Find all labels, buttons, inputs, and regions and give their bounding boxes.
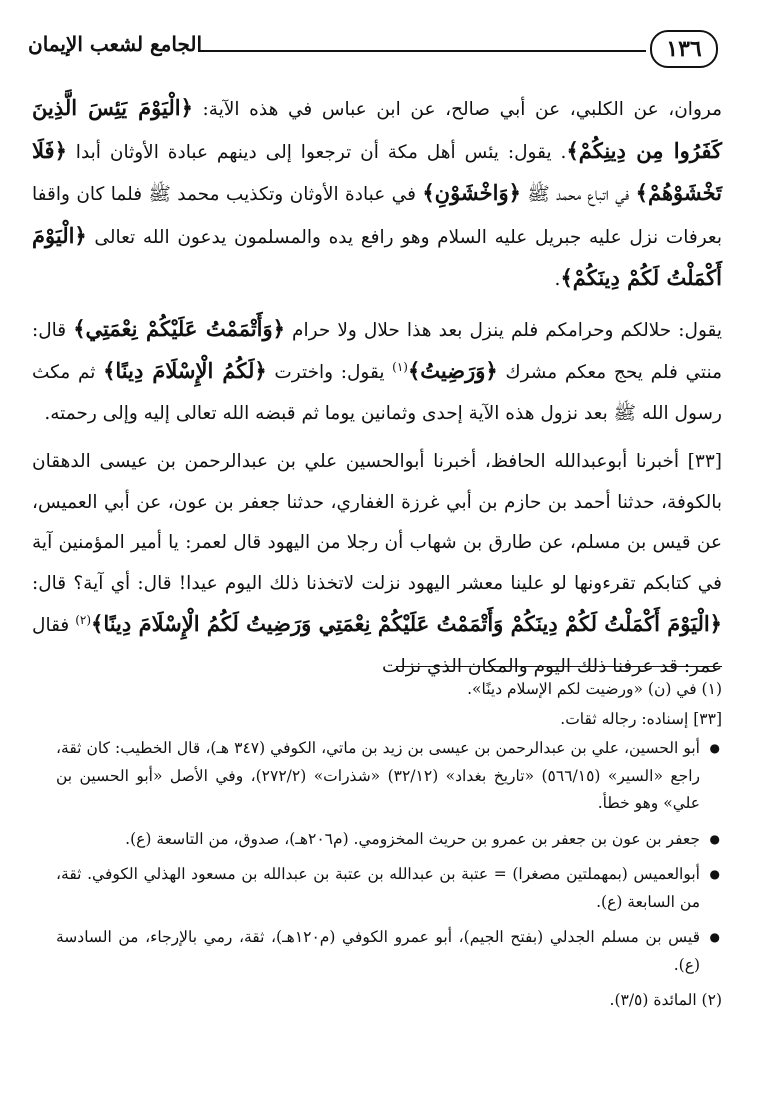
text-run: ثم مكث رسول الله ﷺ بعد نزول هذه الآية إحدى وثمانين يوما ثم قبضه الله تعالى إليه وإلى رحمته.	[32, 362, 722, 424]
quran-verse: ﴿وَأَتْمَمْتُ عَلَيْكُمْ نِعْمَتِي﴾	[73, 315, 285, 341]
text-run: . يقول: يئس أهل مكة أن ترجعوا إلى دينهم عبادة الأوثان أبدا	[66, 141, 567, 163]
page-number: ١٣٦	[650, 30, 718, 68]
paragraph-3	[32, 442, 722, 687]
list-item: ● أبوالعميس (بمهملتين مصغرا) = عتبة بن عبدالله بن عتبة بن عبدالله بن مسعود الهذلي الكوفي. ثقة، من السابعة (ع).	[56, 861, 700, 916]
quran-verse: ﴿الْيَوْمَ أَكْمَلْتُ لَكُمْ دِينَكُمْ﴾	[32, 222, 722, 290]
text-run: مروان، عن الكلبي، عن أبي صالح، عن ابن عباس في هذه الآية:	[192, 99, 722, 120]
narrator-list	[56, 735, 722, 979]
quran-verse: ﴿وَاخْشَوْنِ﴾	[422, 180, 521, 205]
header-rule	[198, 50, 646, 52]
text-run: في اتباع محمد ﷺ	[520, 184, 636, 205]
list-item: ● قيس بن مسلم الجدلي (بفتح الجيم)، أبو عمرو الكوفي (م١٢٠هـ)، ثقة، رمي بالإرجاء، من السادسة (ع).	[56, 924, 700, 979]
quran-verse: ﴿الْيَوْمَ أَكْمَلْتُ لَكُمْ دِينَكُمْ وَأَتْمَمْتُ عَلَيْكُمْ نِعْمَتِي وَرَضِيتُ لَكُمُ الْإِسْلَامَ دِينًا﴾	[91, 611, 722, 636]
quran-verse: ﴿فَلَا تَخْشَوْهُمْ﴾	[32, 137, 723, 205]
text-run: يقول: حلالكم وحرامكم فلم ينزل بعد هذا حلال ولا حرام	[284, 319, 723, 341]
text-run: قال: منتي فلم يحج معكم مشرك	[32, 319, 723, 383]
text-run: في عبادة الأوثان وتكذيب محمد ﷺ فلما كان واقفا بعرفات نزل عليه جبريل عليه السلام وهو رافع يده والمسلمون يدعون الله تعالى	[32, 184, 722, 248]
main-text	[32, 88, 722, 695]
text-run: .	[554, 269, 561, 290]
footnote-1: (١) في (ن) «ورضيت لكم الإسلام دينًا».	[467, 680, 722, 698]
paragraph-1	[32, 88, 722, 301]
text-run: فقال عمر: قد عرفنا ذلك اليوم والمكان الذي نزلت	[32, 615, 722, 677]
list-item: ● أبو الحسين، علي بن عبدالرحمن بن عيسى بن زيد بن ماتي، الكوفي (٣٤٧ هـ)، قال الخطيب: كان ثقة، راجع «السير» (٥٦٦/١٥) «تاريخ بغداد» (٣٢/١٢) «شذرات» (٢٧٢/٢)، وفي الأصل «أبو الحسين بن علي» وهو خطأ.	[56, 735, 700, 818]
footnote-ref-2[interactable]: (٢)	[75, 612, 92, 627]
text-run: يقول: واخترت	[266, 362, 393, 383]
footnotes	[56, 676, 722, 1017]
running-header	[28, 28, 718, 70]
quran-verse: ﴿الْيَوْمَ يَئِسَ الَّذِينَ كَفَرُوا مِن دِينِكُمْ﴾	[32, 95, 722, 163]
footnote-ref-1[interactable]: (١)	[392, 359, 408, 374]
footnote-separator	[396, 666, 722, 667]
quran-verse: ﴿لَكُمُ الْإِسْلَامَ دِينًا﴾	[103, 358, 267, 383]
text-run: [٣٣] أخبرنا أبوعبدالله الحافظ، أخبرنا أبوالحسين علي بن عبدالرحمن بن عيسى الدهقان بالكوفة، حدثنا أحمد بن حازم بن أبي غرزة الغفاري، حدثنا جعفر بن عون، عن أبي العميس، عن قيس بن مسلم، عن طارق بن شهاب أن رجلا من اليهود قال لعمر: يا أمير المؤمنين آية في كتابكم تقرءونها لو علينا معشر اليهود نزلت لاتخذنا ذلك اليوم عيدا! قال: أي آية؟ قال:	[32, 451, 722, 594]
footnote-2: (٢) المائدة (٣/٥).	[609, 991, 722, 1009]
paragraph-2	[32, 309, 722, 435]
quran-verse: ﴿وَرَضِيتُ﴾	[407, 358, 498, 383]
list-item: ● جعفر بن عون بن جعفر بن عمرو بن حريث المخزومي. (م٢٠٦هـ)، صدوق، من التاسعة (ع).	[56, 826, 700, 854]
book-title: الجامع لشعب الإيمان	[28, 32, 203, 56]
isnad-note: [٣٣] إسناده: رجاله ثقات.	[560, 709, 722, 728]
